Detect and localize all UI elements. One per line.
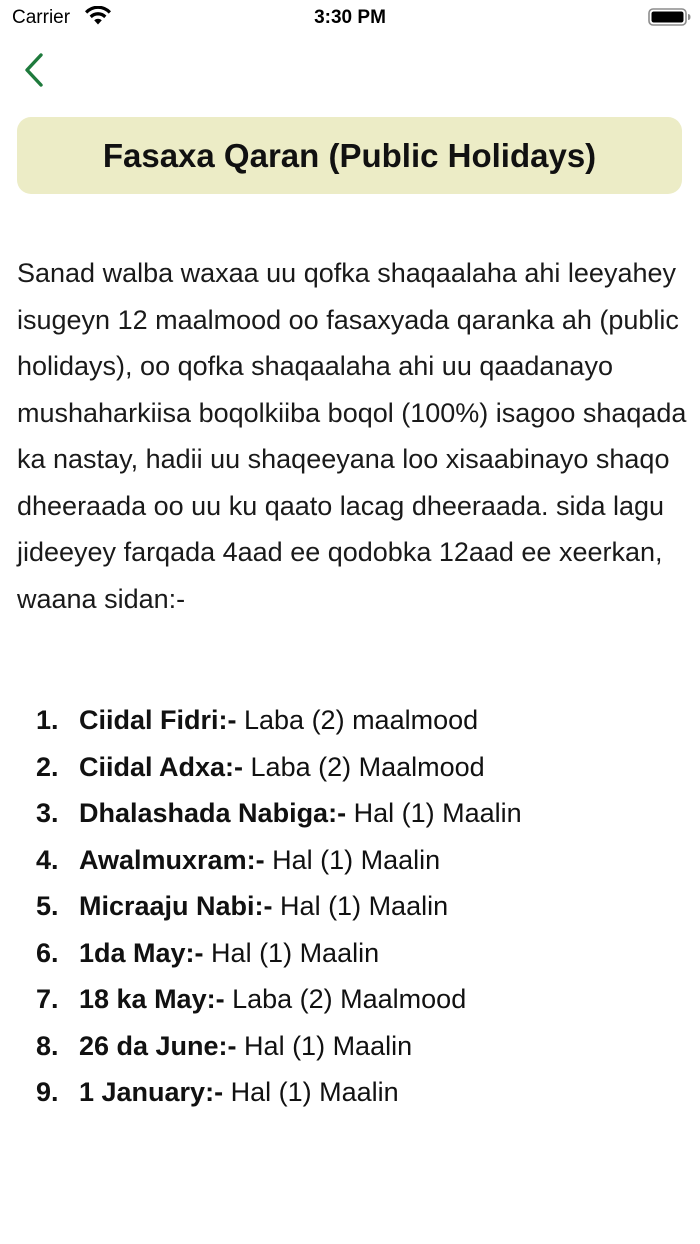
holiday-number: 9. (36, 1077, 59, 1107)
holiday-duration: Hal (1) Maalin (223, 1077, 399, 1107)
holiday-duration: Hal (1) Maalin (272, 891, 449, 921)
holiday-item (36, 883, 522, 930)
page-title: Fasaxa Qaran (Public Holidays) (102, 136, 597, 174)
title-banner (17, 117, 682, 194)
back-button[interactable] (14, 50, 54, 94)
holiday-item (36, 1023, 522, 1070)
holiday-name: Dhalashada Nabiga:- (79, 798, 347, 828)
holiday-item (36, 1069, 522, 1116)
holiday-number: 3. (36, 798, 59, 828)
holiday-name: Ciidal Fidri:- (79, 705, 237, 735)
holiday-name: Micraaju Nabi:- (79, 891, 273, 921)
holiday-list (36, 697, 522, 1116)
holiday-name: 1 January:- (79, 1077, 224, 1107)
intro-paragraph: Sanad walba waxaa uu qofka shaqaalaha ahi leeyahey isugeyn 12 maalmood oo fasaxyada qaranka ah (public holidays), oo qofka shaqaalaha ahi uu qaadanayo mushaharkiisa boqolkiiba boqol (100%) isagoo shaqada ka nastay, hadii uu shaqeeyana loo xisaabinayo shaqo dheeraada oo uu ku qaato lacag dheeraada. sida lagu jideeyey farqada 4aad ee qodobka 12aad ee xeerkan, waana sidan:- (17, 258, 687, 614)
holiday-number: 7. (36, 984, 59, 1014)
status-time: 3:30 PM (314, 7, 386, 28)
holiday-name: Ciidal Adxa:- (79, 751, 244, 782)
holiday-name: 1da May:- (79, 937, 204, 968)
holiday-item (36, 930, 522, 977)
holiday-name: 18 ka May:- (79, 984, 225, 1014)
holiday-item (36, 837, 522, 884)
holiday-duration: Hal (1) Maalin (203, 937, 380, 968)
holiday-number: 4. (36, 844, 59, 875)
holiday-name: Awalmuxram:- (79, 844, 265, 875)
chevron-left-icon (23, 52, 45, 93)
battery-icon (648, 7, 692, 27)
holiday-item (36, 697, 522, 744)
holiday-duration: Hal (1) Maalin (346, 798, 522, 828)
holiday-duration: Hal (1) Maalin (236, 1030, 413, 1061)
holiday-item (36, 976, 522, 1023)
holiday-duration: Hal (1) Maalin (264, 844, 441, 875)
holiday-number: 2. (36, 751, 59, 782)
holiday-number: 6. (36, 937, 59, 968)
holiday-number: 5. (36, 891, 59, 921)
holiday-duration: Laba (2) Maalmood (224, 984, 467, 1014)
holiday-duration: Laba (2) maalmood (236, 705, 479, 735)
holiday-name: 26 da June:- (79, 1030, 237, 1061)
holiday-item (36, 744, 522, 791)
holiday-duration: Laba (2) Maalmood (243, 751, 485, 782)
status-bar (0, 0, 700, 36)
holiday-item (36, 790, 522, 837)
holiday-number: 8. (36, 1030, 59, 1061)
holiday-number: 1. (36, 705, 59, 735)
carrier-label: Carrier (12, 7, 71, 28)
